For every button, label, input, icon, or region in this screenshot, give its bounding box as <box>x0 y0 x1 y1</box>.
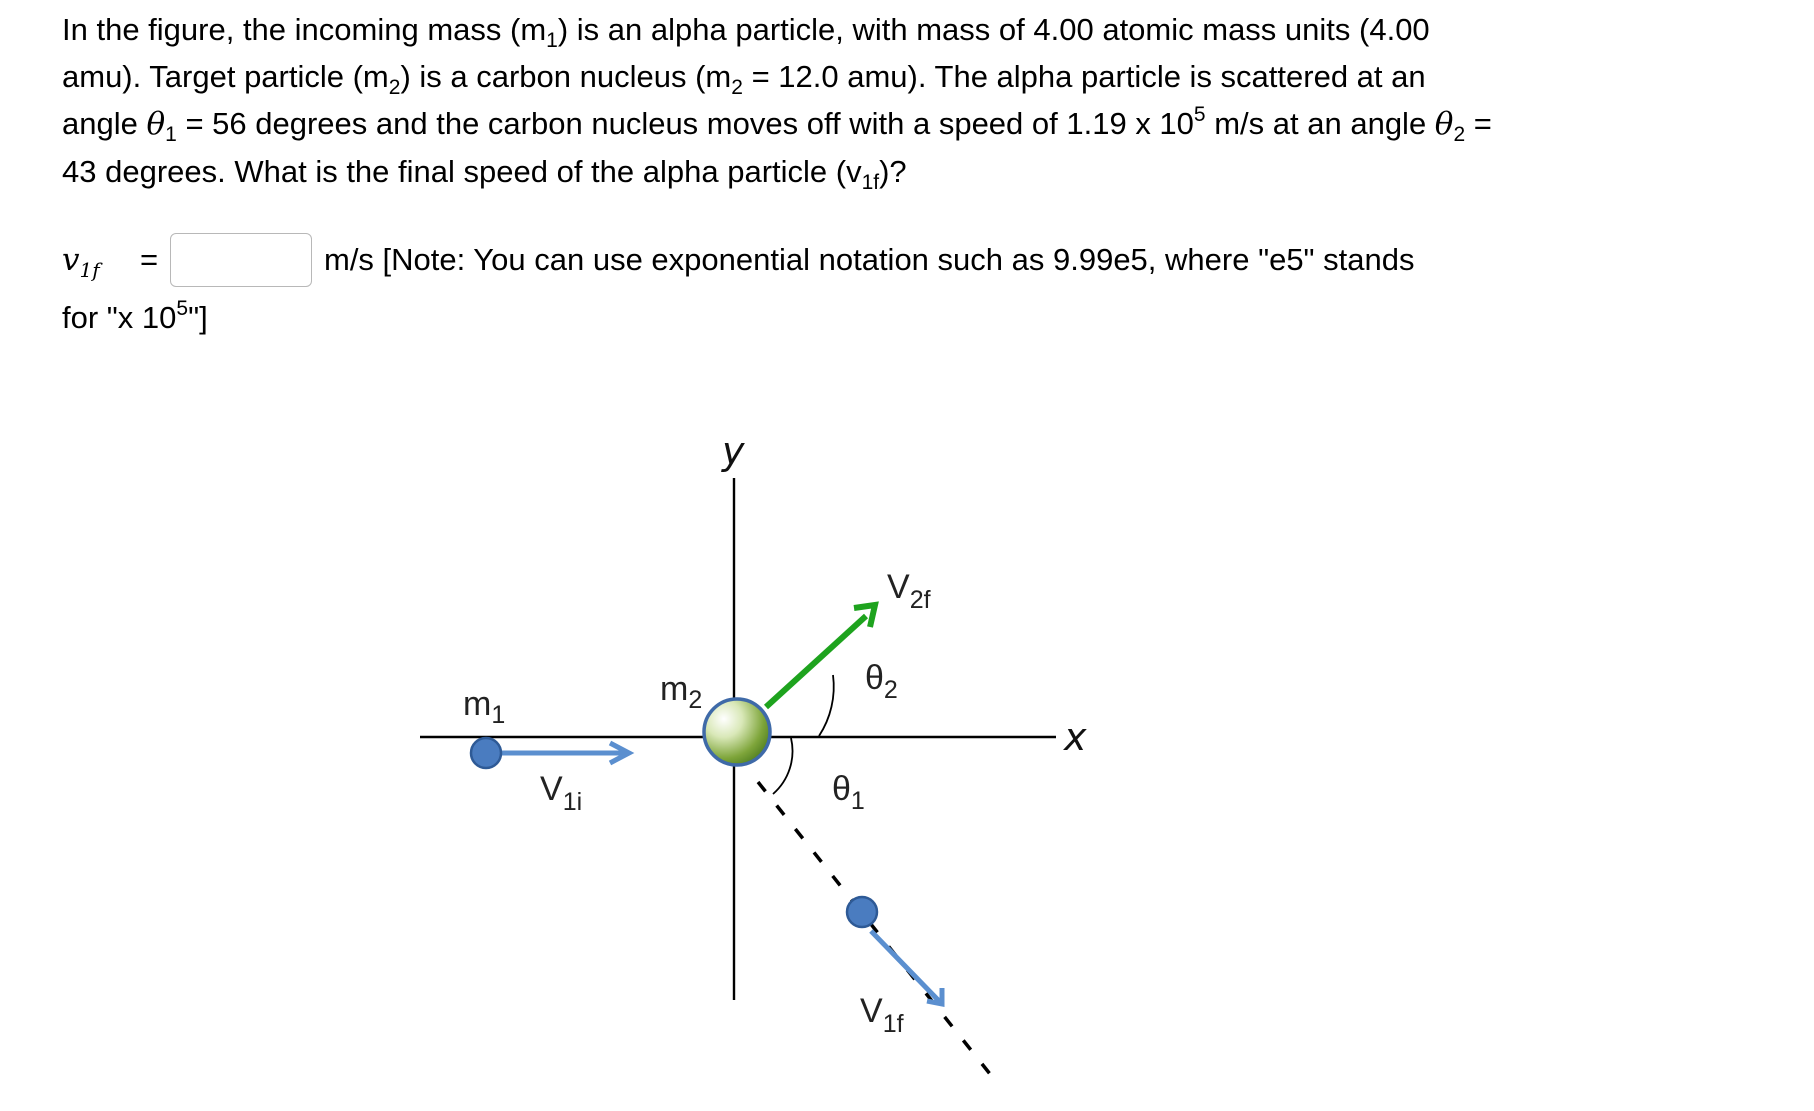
note-continuation: for "x $10^5$"] <box>62 297 208 335</box>
alpha-particle-scattered <box>847 897 877 927</box>
scatter-path-dashed <box>758 782 990 1074</box>
m2-label: $m_2$ <box>660 670 703 714</box>
theta1-arc <box>773 738 793 794</box>
v1f-label: $V_{1f}$ <box>860 992 904 1038</box>
v2f-arrow-shaft <box>766 616 866 707</box>
answer-variable-label: $v_{1f}$ <box>62 242 100 282</box>
unit-and-note: m/s [Note: You can use exponential notation such as 9.99e5, where "e5" stands <box>324 242 1415 277</box>
y-axis-label: y <box>722 429 745 473</box>
theta1-label: $\theta_1$ <box>832 770 865 815</box>
m1-label: $m_1$ <box>463 685 506 729</box>
carbon-nucleus <box>704 699 770 765</box>
theta2-arc <box>819 675 834 736</box>
alpha-particle-initial <box>471 738 501 768</box>
problem-text: In the figure, the incoming mass $(m_1)$ is an alpha particle, with mass of 4.00 atomic mass units (4.00 amu). Target particle $(m_2)$ is a carbon nucleus ($m_2 = 12.0$ amu). The alpha particle is scattered at an angle $\theta_1 = 56$ degrees and the carbon nucleus moves off with a speed of 1.19 x $10^5$ m/s at an angle $\theta_2 = 43$ degrees. What is the final speed of the alpha particle $(v_{1f})$? <box>62 12 1492 194</box>
x-axis-label: x <box>1064 715 1087 759</box>
v2f-label: $V_{2f}$ <box>887 568 931 614</box>
v1i-label: $V_{1i}$ <box>540 770 583 816</box>
equals-sign: = <box>140 242 159 277</box>
theta2-label: $\theta_2$ <box>865 659 898 704</box>
